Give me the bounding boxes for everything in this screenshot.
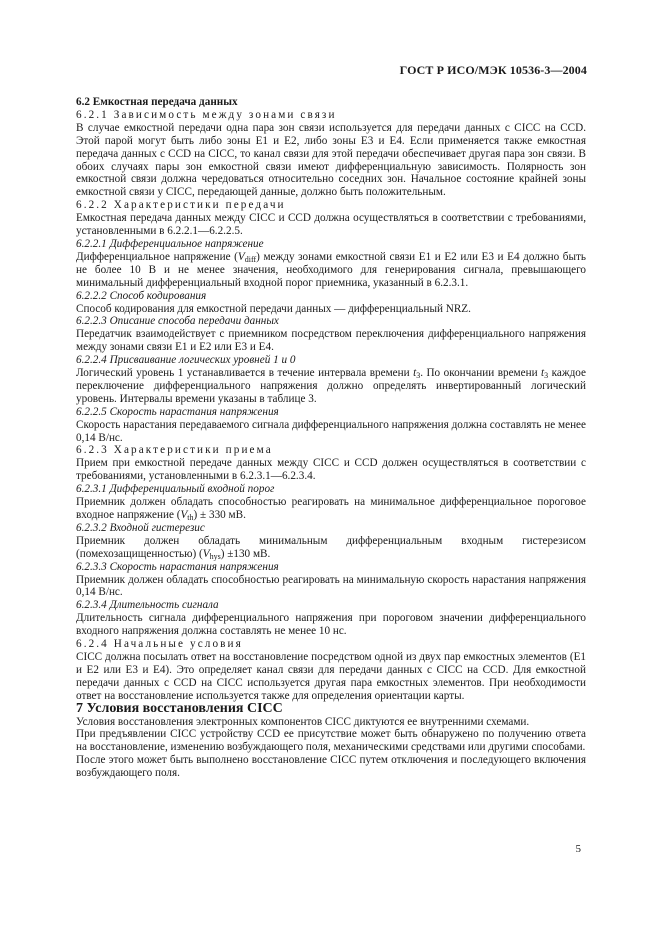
section-6-2-2-2-heading: 6.2.2.2 Способ кодирования [76, 289, 207, 302]
section-6-2-2-3-heading: 6.2.2.3 Описание способа передачи данных [76, 315, 279, 328]
section-7-paragraph-1: Условия восстановления электронных компонентов CICC диктуются ее внутренними схемами. [76, 715, 530, 728]
paragraph-text: Дифференциальное напряжение ( [76, 250, 238, 263]
subscript-th: th [187, 513, 194, 522]
variable-v: V [180, 509, 188, 521]
section-6-2-3-3-heading: 6.2.3.3 Скорость нарастания напряжения [76, 560, 279, 573]
variable-v: V [237, 250, 245, 263]
paragraph-text: ) ±130 мВ. [220, 547, 271, 560]
document-header: ГОСТ Р ИСО/МЭК 10536-3—2004 [399, 63, 587, 77]
section-6-2-3-4-heading: 6.2.3.4 Длительность сигнала [76, 599, 219, 612]
section-7-paragraph-3: После этого может быть выполнено восстановление CICC путем отключения и последующего включения возбуждающего поля. [76, 754, 586, 780]
section-6-2-2-4-paragraph [76, 367, 586, 406]
section-6-2-3-2-paragraph [76, 535, 586, 561]
section-6-2-2-1-paragraph [76, 251, 586, 290]
section-6-2-4-heading: 6.2.4 Начальные условия [76, 638, 243, 651]
section-6-2-3-heading: 6.2.3 Характеристики приема [76, 444, 273, 457]
section-6-2-heading: 6.2 Емкостная передача данных [76, 96, 238, 108]
section-6-2-1-paragraph: В случае емкостной передачи одна пара зон связи используется для передачи данных с CICC на CCD. Этой парой могут быть либо зоны E1 и E2, либо зоны E3 и E4. Если применяется также емкостная передача данных с CCD на CICC, то канал связи для этой передачи обеспечивает другая пара зон связи. В обоих случаях пары зон емкостной связи имеют дифференциальную зависимость. Полярность зон емкостной связи должна чередоваться относительно соседних зон. Начальное состояние крайней зоны емкостной связи у CICC, передающей данные, должно быть положительным. [76, 121, 586, 199]
section-6-2-2-heading: 6.2.2 Характеристики передачи [76, 199, 286, 212]
subscript-hys: hys [209, 551, 221, 561]
section-7-paragraph-2: При предъявлении CICC устройству CCD ее присутствие может быть обнаружено по получению ответа на восстановление, изменению возбуждающего поля, механическими средствами или другими способами. [76, 728, 586, 754]
paragraph-text: Приемник должен обладать минимальным дифференциальным входным гистерезисом (помехозащищенностью) ( [76, 534, 586, 560]
document-body [76, 96, 586, 780]
variable-t: t [541, 367, 545, 380]
section-6-2-2-4-heading: 6.2.2.4 Присваивание логических уровней 1 и 0 [76, 354, 296, 367]
subscript-3: 3 [416, 371, 421, 381]
section-6-2-2-1-heading: 6.2.2.1 Дифференциальное напряжение [76, 237, 264, 250]
variable-v: V [202, 547, 210, 560]
section-6-2-3-paragraph: Прием при емкостной передаче данных между CICC и CCD должен осуществляться в соответствии с требованиями, установленными в 6.2.3.1—6.2.3.4. [76, 457, 586, 483]
paragraph-text: Логический уровень 1 устанавливается в течение интервала времени [76, 367, 414, 380]
section-6-2-3-2-heading: 6.2.3.2 Входной гистерезис [76, 521, 205, 534]
paragraph-text: ) между зонами емкостной связи E1 и E2 или E3 и E4 должно быть не более 10 В и не менее значения, необходимого для генерирования сигнала, превышающего минимальный дифференциальный входной порог приемника, указанный в 6.2.3.1. [76, 250, 586, 289]
paragraph-text: . По окончании времени [420, 367, 542, 380]
section-6-2-3-1-paragraph [76, 496, 586, 522]
section-6-2-4-paragraph: CICC должна посылать ответ на восстановление посредством одной из двух пар емкостных элементов (E1 и E2 или E3 и E4). Это определяет канал связи для передачи данных с CICC на CCD. Для емкостной передачи данных с CCD на CICC используется другая пара емкостных элементов. При необходимости ответ на восстановление используется также для определения ориентации карты. [76, 650, 586, 702]
section-6-2-2-5-paragraph: Скорость нарастания передаваемого сигнала дифференциального напряжения должна составлять не менее 0,14 В/нс. [76, 418, 586, 444]
section-6-2-3-4-paragraph: Длительность сигнала дифференциального напряжения при пороговом значении дифференциального входного напряжения должна составлять не менее 10 нс. [76, 612, 586, 638]
variable-t: t [413, 367, 417, 380]
section-6-2-2-2-paragraph: Способ кодирования для емкостной передачи данных — дифференциальный NRZ. [76, 302, 471, 315]
paragraph-text: ) ± 330 мВ. [193, 509, 246, 521]
section-6-2-3-3-paragraph: Приемник должен обладать способностью реагировать на минимальную скорость нарастания напряжения 0,14 В/нс. [76, 573, 586, 599]
subscript-diff: diff [244, 254, 257, 264]
section-6-2-2-paragraph: Емкостная передача данных между CICC и CCD должна осуществляться в соответствии с требованиями, установленными в 6.2.2.1—6.2.2.5. [76, 212, 586, 238]
paragraph-text: каждое переключение дифференциального напряжения должно определять инвертированный логический уровень. Интервалы времени указаны в таблице 3. [76, 367, 586, 405]
section-7-heading: 7 Условия восстановления CICC [76, 700, 283, 716]
section-6-2-3-1-heading: 6.2.3.1 Дифференциальный входной порог [76, 483, 275, 496]
page-number: 5 [575, 843, 581, 855]
section-6-2-2-5-heading: 6.2.2.5 Скорость нарастания напряжения [76, 405, 279, 418]
section-6-2-1-heading: 6.2.1 Зависимость между зонами связи [76, 108, 337, 121]
section-6-2-2-3-paragraph: Передатчик взаимодействует с приемником посредством переключения дифференциального напряжения между зонами связи E1 и E2 или E3 и E4. [76, 328, 586, 354]
paragraph-text: Приемник должен обладать способностью реагировать на минимальное дифференциальное пороговое входное напряжение ( [76, 496, 586, 521]
subscript-3: 3 [544, 371, 549, 381]
